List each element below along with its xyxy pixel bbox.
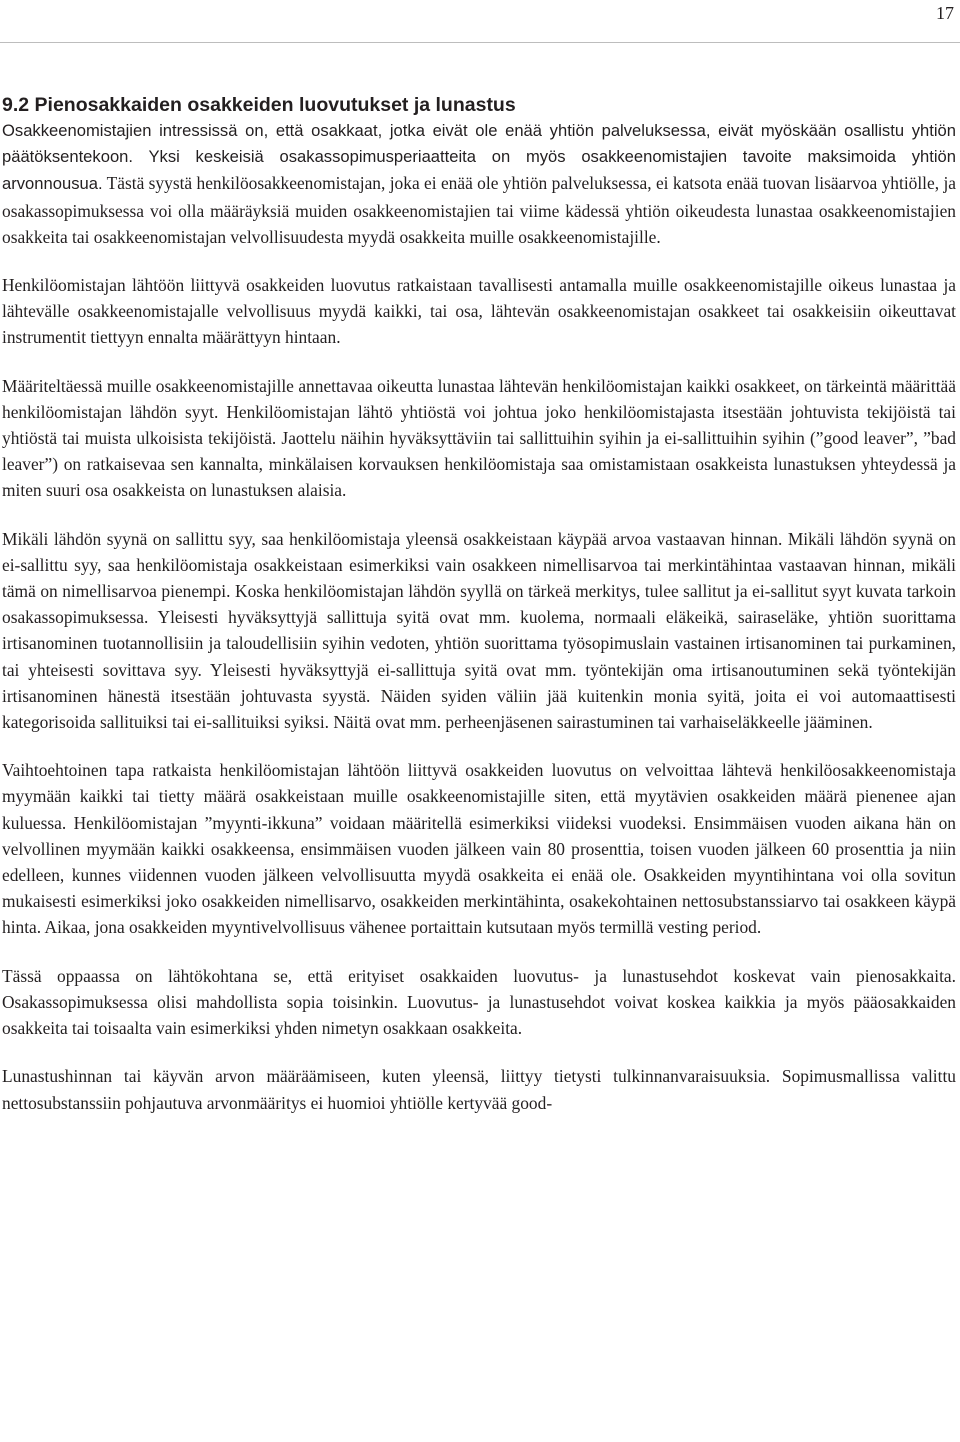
paragraph-sallitut-syyt: Mikäli lähdön syynä on sallittu syy, saa henkilöomistaja yleensä osakkeistaan käypää arvoa vastaavan hinnan. Mikäli lähdön syynä on ei-sallittu syy, saa henkilöomistaja osakkeistaan esimerkiksi vain osakkeen nimellisarvoa tai merkintähintaa vastaavan hinnan, mikäli tämä on nimellisarvoa pienempi. Koska henkilöomistajan lähdön syyllä on tärkeä merkitys, tulee sallitut ja ei-sallitut syyt kuvata tarkoin osakassopimuksessa. Yleisesti hyväksyttyjä sallittuja syitä ovat mm. kuolema, normaali eläkeikä, sairaseläke, yhtiön suorittama irtisanominen tuotannollisiin ja taloudellisiin syihin vedoten, yhtiön suorittama työsopimuslain vastainen irtisanominen tai purkaminen, tai yhteisesti sovittava syy. Yleisesti hyväksyttyjä ei-sallittuja syitä ovat mm. työntekijän oma irtisanoutuminen sekä työntekijän irtisanominen hänestä itsestään johtuvasta syystä. Näiden syiden väliin jää kuitenkin monia syitä, joita ei voi automaattisesti kategorisoida sallituiksi tai ei-sallituiksi syiksi. Näitä ovat mm. perheenjäsenen sairastuminen tai varhaiseläkkeelle jääminen.: [2, 528, 956, 733]
intro-body-text: Tästä syystä henkilöosakkeenomistajan, joka ei enää ole yhtiön palveluksessa, ei katsota enää tuovan lisäarvoa yhtiölle, ja osakassopimuksessa voi olla määräyksiä muiden osakkeenomistajien tai viime kädessä yhtiön oikeudesta lunastaa osakkeenomistajien osakkeita tai osakkeenomistajan velvollisuudesta myydä osakkeita muille osakkeenomistajille.: [2, 173, 956, 247]
intro-paragraph: [2, 118, 956, 250]
section-heading: 9.2 Pienosakkaiden osakkeiden luovutukset ja lunastus: [2, 94, 516, 116]
paragraph-myynti-ikkuna: Vaihtoehtoinen tapa ratkaista henkilöomistajan lähtöön liittyvä osakkeiden luovutus on velvoittaa lähtevä henkilöosakkeenomistaja myymään kaikki tai tietty määrä osakkeistaan muille osakkeenomistajille siten, että myytävien osakkeiden määrä pienenee ajan kuluessa. Henkilöomistajan ”myynti-ikkuna” voidaan määritellä esimerkiksi viideksi vuodeksi. Ensimmäisen vuoden aikana hän on velvollinen myymään kaikki osakkeensa, ensimmäisen vuoden jälkeen vain 80 prosenttia, toisen vuoden jälkeen 60 prosenttia ja niin edelleen, kunnes viidennen vuoden jälkeen velvollisuutta myydä osakkeita ei enää ole. Osakkeiden myyntihintana voi olla sovitun mukaisesti esimerkiksi joko osakkeiden nimellisarvo, osakkeiden merkintähinta, osakekohtainen nettosubstanssiarvo tai osakkeen käypä hinta. Aikaa, jona osakkeiden myyntivelvollisuus vähenee portaittain kutsutaan myös termillä vesting period.: [2, 760, 956, 938]
page-number: 17: [936, 3, 954, 23]
paragraph-pienosakkaat: Tässä oppaassa on lähtökohtana se, että erityiset osakkaiden luovutus- ja lunastusehdot koskevat vain pienosakkaita. Osakassopimuksessa olisi mahdollista sopia toisinkin. Luovutus- ja lunastusehdot voivat koskea kaikkia ja myös pääosakkaiden osakkeita tai toisaalta vain esimerkiksi yhden nimetyn osakkaan osakkeita.: [2, 965, 956, 1039]
header-divider: [0, 42, 960, 43]
paragraph-lunastushinta: Lunastushinnan tai käyvän arvon määräämiseen, kuten yleensä, liittyy tietysti tulkinnanvaraisuuksia. Sopimusmallissa valittu nettosubstanssiin pohjautuva arvonmääritys ei huomioi yhtiölle kertyvää good-: [2, 1066, 956, 1113]
intro-lead-text: Osakkeenomistajien intressissä on, että osakkaat, jotka eivät ole enää yhtiön palveluksessa, eivät myöskään osallistu yhtiön päätöksentekoon. Yksi keskeisiä osakassopimusperiaatteita on myös osakkeenomistajien tavoite maksimoida yhtiön arvonnousua.: [2, 121, 956, 194]
paragraph-lahdon-syyt: Määriteltäessä muille osakkeenomistajille annettavaa oikeutta lunastaa lähtevän henkilöomistajan kaikki osakkeet, on tärkeintä määrittää henkilöomistajan lähdön syyt. Henkilöomistajan lähtö yhtiöstä voi johtua joko henkilöomistajasta itsestään johtuvista tekijöistä tai yhtiöstä tai muista ulkoisista tekijöistä. Jaottelu näihin hyväksyttäviin tai sallittuihin syihin ja ei-sallittuihin syihin (”good leaver”, ”bad leaver”) on ratkaisevaa sen kannalta, minkälaisen korvauksen henkilöomistaja saa omistamistaan osakkeista lunastuksen yhteydessä ja miten suuri osa osakkeista on lunastuksen alaisia.: [2, 375, 956, 501]
page-content: [2, 92, 956, 1116]
paragraph-lunastusoikeus: Henkilöomistajan lähtöön liittyvä osakkeiden luovutus ratkaistaan tavallisesti antamalla muille osakkeenomistajille oikeus lunastaa ja lähtevälle osakkeenomistajalle velvollisuus myydä kaikki, tai osa, lähtevän osakkeenomistajan osakkeet tai osakkeisiin oikeuttavat instrumentit tiettyyn ennalta määrättyyn hintaan.: [2, 275, 956, 348]
